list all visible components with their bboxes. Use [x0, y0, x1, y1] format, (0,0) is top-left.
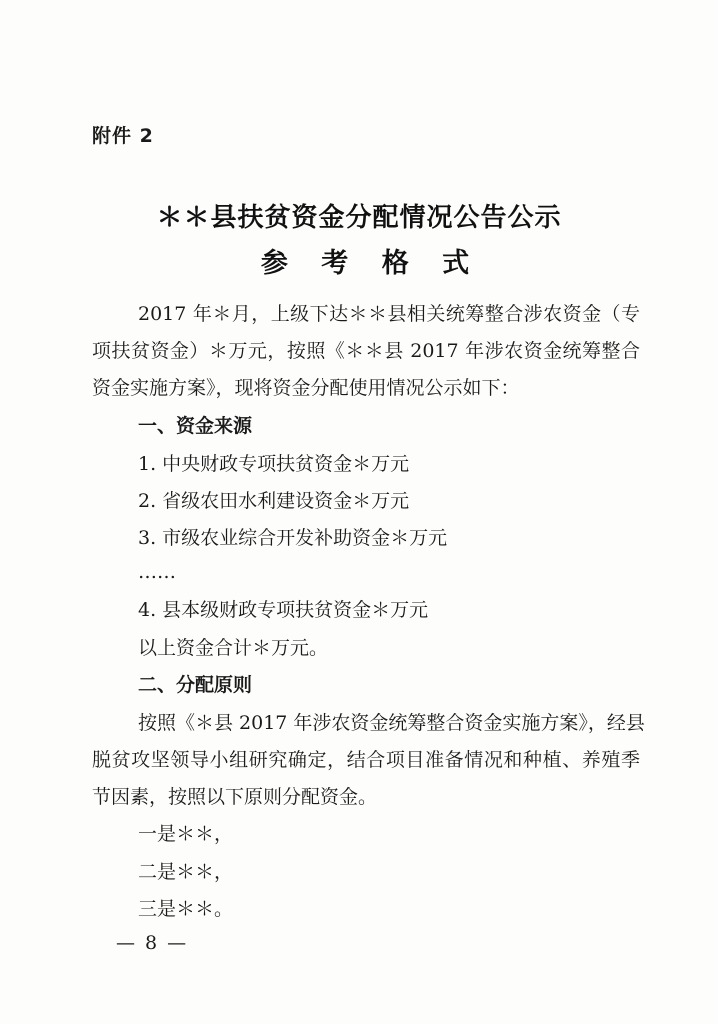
page-number: — 8 — [116, 932, 189, 954]
principle-line-1: 按照《＊县 2017 年涉农资金统筹整合资金实施方案》，经县 [138, 712, 645, 734]
document-title: ＊＊县扶贫资金分配情况公告公示 [156, 203, 562, 233]
intro-line-1: 2017 年＊月，上级下达＊＊县相关统筹整合涉农资金（专 [138, 303, 640, 325]
intro-line-2: 项扶贫资金）＊万元，按照《＊＊县 2017 年涉农资金统筹整合 [92, 340, 640, 362]
intro-line-3: 资金实施方案》，现将资金分配使用情况公示如下： [92, 377, 520, 399]
fund-source-item-4: 4. 县本级财政专项扶贫资金＊万元 [138, 599, 429, 621]
principle-line-3: 节因素，按照以下原则分配资金。 [92, 786, 378, 808]
document-subtitle: 参 考 格 式 [260, 248, 482, 279]
fund-source-item-2: 2. 省级农田水利建设资金＊万元 [138, 490, 410, 512]
principle-line-2: 脱贫攻坚领导小组研究确定，结合项目准备情况和种植、养殖季 [92, 749, 640, 771]
principle-item-3: 三是＊＊。 [138, 898, 234, 920]
fund-total: 以上资金合计＊万元。 [138, 637, 329, 659]
fund-source-item-3: 3. 市级农业综合开发补助资金＊万元 [138, 527, 448, 549]
section-heading-allocation-principle: 二、分配原则 [138, 674, 253, 696]
section-heading-fund-source: 一、资金来源 [138, 415, 253, 437]
principle-item-2: 二是＊＊， [138, 861, 234, 883]
principle-item-1: 一是＊＊， [138, 823, 234, 845]
fund-source-item-1: 1. 中央财政专项扶贫资金＊万元 [138, 453, 410, 475]
attachment-label: 附件 2 [92, 125, 154, 147]
fund-source-ellipsis: …… [138, 561, 176, 583]
